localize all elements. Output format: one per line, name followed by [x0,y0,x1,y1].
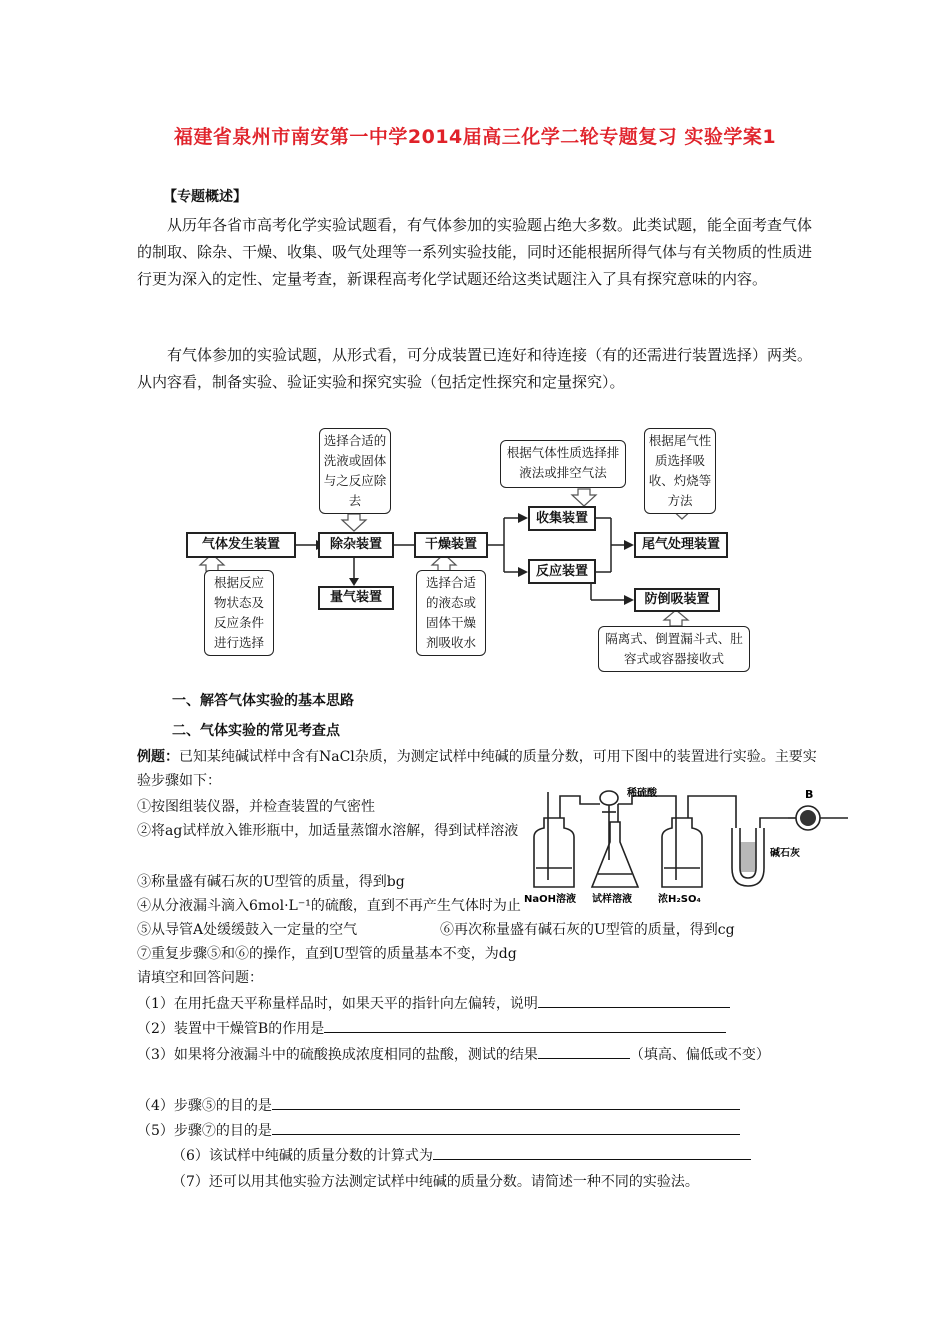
section-1-heading: 一、解答气体实验的基本思路 [172,693,354,709]
section-2-heading: 二、气体实验的常见考查点 [172,723,340,739]
question-3-text: （3）如果将分液漏斗中的硫酸换成浓度相同的盐酸，测试的结果 [137,1047,538,1063]
note-generator: 根据反应物状态及反应条件进行选择 [204,570,274,656]
answer-blank-1[interactable] [538,992,730,1008]
question-3-hint: （填高、偏低或不变） [629,1047,770,1063]
step-2: ②将ag试样放入锥形瓶中，加适量蒸馏水溶解，得到试样溶液 [137,823,519,839]
question-3 [137,1043,817,1067]
question-1-text: （1）在用托盘天平称量样品时，如果天平的指针向左偏转，说明 [137,996,538,1012]
step-1: ①按图组装仪器，并检查装置的气密性 [137,799,375,815]
answer-blank-4[interactable] [272,1094,740,1110]
overview-heading: 【专题概述】 [163,189,247,205]
flow-purifier: 除杂装置 [318,532,394,558]
answer-blank-2[interactable] [324,1017,726,1033]
note-dryer: 选择合适的液态或固体干燥剂吸收水 [416,570,486,656]
apparatus-drawing [522,782,852,906]
question-6-text: （6）该试样中纯碱的质量分数的计算式为 [172,1148,433,1164]
question-5 [137,1119,817,1143]
question-2 [137,1017,817,1041]
question-1 [137,992,817,1016]
step-4: ④从分液漏斗滴入6mol·L⁻¹的硫酸，直到不再产生气体时为止 [137,898,521,914]
note-purifier: 选择合适的洗液或固体与之反应除去 [319,428,391,514]
step-7: ⑦重复步骤⑤和⑥的操作，直到U型管的质量基本不变，为dg [137,946,517,962]
questions-prompt: 请填空和回答问题： [137,970,263,986]
question-6 [172,1144,817,1168]
step-6: ⑥再次称量盛有碱石灰的U型管的质量，得到cg [440,922,735,938]
overview-paragraph-1: 从历年各省市高考化学实验试题看，有气体参加的实验题占绝大多数。此类试题，能全面考查气体的制取、除杂、干燥、收集、吸气处理等一系列实验技能，同时还能根据所得气体与有关物质的性质进行更为深入的定性、定量考查，新课程高考化学试题还给这类试题注入了具有探究意味的内容。 [137,216,813,288]
flow-dryer: 干燥装置 [414,532,488,558]
question-5-text: （5）步骤⑦的目的是 [137,1123,272,1139]
example-label: 例题： [137,749,179,765]
label-tube-b: B [805,788,814,801]
label-sample-solution: 试样溶液 [592,894,632,905]
answer-blank-3[interactable] [538,1043,630,1059]
question-4 [137,1094,817,1118]
step-3: ③称量盛有碱石灰的U型管的质量，得到bg [137,874,405,890]
page-title: 福建省泉州市南安第一中学2014届高三化学二轮专题复习 实验学案1 [173,126,777,148]
question-2-text: （2）装置中干燥管B的作用是 [137,1021,325,1037]
note-collector: 根据气体性质选择排液法或排空气法 [500,440,626,488]
flow-reactor: 反应装置 [528,559,596,584]
flow-collector: 收集装置 [528,506,596,531]
apparatus-figure [522,782,852,906]
note-anti-suckback: 隔离式、倒置漏斗式、肚容式或容器接收式 [598,626,750,672]
question-4-text: （4）步骤⑤的目的是 [137,1098,272,1114]
label-soda-lime: 碱石灰 [770,848,800,859]
label-conc-h2so4: 浓H₂SO₄ [658,894,701,905]
question-7: （7）还可以用其他实验方法测定试样中纯碱的质量分数。请简述一种不同的实验法。 [172,1174,699,1190]
step-5: ⑤从导管A处缓缓鼓入一定量的空气 [137,922,358,938]
flow-diagram [186,428,766,673]
label-dilute-acid: 稀硫酸 [627,788,657,799]
flow-tail-gas: 尾气处理装置 [634,532,728,558]
flow-gas-generator: 气体发生装置 [186,532,296,558]
label-naoh: NaOH溶液 [524,894,576,905]
answer-blank-6[interactable] [433,1144,751,1160]
note-tail-gas: 根据尾气性质选择吸收、灼烧等方法 [644,428,716,514]
flow-anti-suckback: 防倒吸装置 [634,588,720,612]
flow-gas-measure: 量气装置 [318,586,394,610]
answer-blank-5[interactable] [272,1119,740,1135]
overview-paragraph-2: 有气体参加的实验试题，从形式看，可分成装置已连好和待连接（有的还需进行装置选择）两类。从内容看，制备实验、验证实验和探究实验（包括定性探究和定量探究）。 [137,346,813,391]
example-text: 已知某纯碱试样中含有NaCl杂质，为测定试样中纯碱的质量分数，可用下图中的装置进行实验。主要实验步骤如下： [137,749,817,789]
